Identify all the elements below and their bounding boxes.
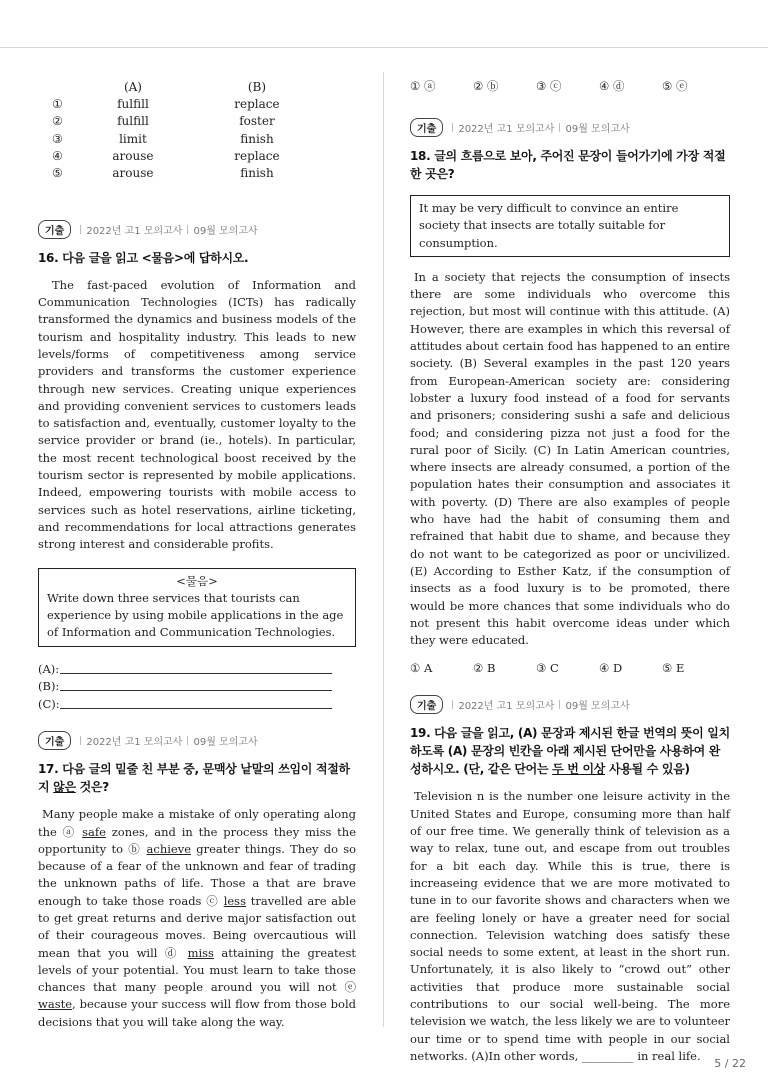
choice-number: ② [52,114,63,129]
q18-passage [410,269,730,650]
option[interactable]: ② B [473,661,496,676]
passage-text [38,806,356,1031]
right-column [410,78,730,1065]
source-year: 2022년 고1 모의고사 [458,701,555,713]
source-exam: 09월 모의고사 [193,225,258,237]
choice-b: replace [234,96,280,111]
column-divider [383,72,384,1027]
answer-label: (B): [38,679,60,694]
divider [80,225,81,234]
title-part: 17. 다음 글의 밑줄 친 부분 중, 문맥상 낱말의 쓰임이 적절하지 [38,762,350,795]
q19-title [410,724,730,778]
answer-blank[interactable] [60,661,332,674]
q17-title [38,760,356,796]
option[interactable]: ③ C [536,661,559,676]
source-tag: 기출 [38,731,71,750]
choice-row[interactable] [52,113,322,130]
q17-options [410,78,730,94]
header-rule [0,47,768,48]
underlined-word: miss [187,945,214,960]
marker-c: ⓒ [206,893,219,908]
choice-row[interactable] [52,95,322,112]
q17-passage [38,806,356,1031]
marker-b: ⓑ [128,841,142,856]
choice-a: fulfill [117,114,149,129]
option[interactable]: ② ⓑ [473,79,499,93]
source-tag: 기출 [38,220,71,239]
title-part: 19. 다음 글을 읽고, (A) 문장과 제시된 한글 번역의 뜻이 일치하도록 (A) 문장의 빈칸을 아래 제시된 단어만을 사용하여 완성하시오. (단, 같은 단어는 [410,726,730,777]
choice-row[interactable] [52,164,322,181]
option[interactable]: ④ D [599,661,623,676]
left-column [38,78,356,1031]
choice-a: arouse [112,148,154,163]
choice-a: fulfill [117,96,149,111]
text-run: zones, and in the process they miss the opportunity to [38,824,357,856]
source-tag: 기출 [410,695,443,714]
divider [559,700,560,709]
q16-answer-lines [38,661,356,714]
option[interactable]: ⑤ ⓔ [662,79,688,93]
box-text: Write down three services that tourists can experience by using mobile applications in the age of Information and Communication Technologies. [47,590,344,640]
choice-a: arouse [112,166,154,181]
choice-number: ① [52,96,63,111]
divider [187,736,188,745]
passage-text: Television n is the number one leisure activity in the United States and Europe, consuming more than half of our free time. We generally think of television as a way to relax, tune out, and escape from out troubles for a bit each day. While this is true, there is increaseing evidence that we are more motivated to tune in to our favorite shows and characters when we are feeling lonely or have a greater need for social connection. Television watching does satisfy these social needs to some extent, at least in the short run. Unfortunately, it is also likely to “crowd out” other activities that produce more sustainable social contributions to our social well-being. The more television we watch, the less likely we are to volunteer our time or to spend time with people in our social networks. (A)In other words, _________ in real life. [410,789,730,1063]
choice-b: finish [240,166,274,181]
answer-label: (C): [38,696,60,711]
answer-blank[interactable] [60,678,332,691]
choice-number: ③ [52,131,63,146]
q16-source [38,220,356,239]
text-run: greater things. They do so because of a fear of the unknown and fear of trading the unknown paths of life. Those a that are brave enough to take those roads [38,841,357,908]
q18-given-sentence: It may be very difficult to convince an entire society that insects are totally suitable for consumption. [410,195,730,257]
answer-label: (A): [38,661,60,676]
answer-line-b[interactable] [38,678,356,696]
divider [452,123,453,132]
choice-b: foster [239,114,275,129]
answer-line-c[interactable] [38,696,356,714]
box-title: <물음> [176,573,218,588]
choice-b: replace [234,148,280,163]
divider [559,123,560,132]
source-exam: 09월 모의고사 [193,737,258,749]
q18-options [410,661,730,675]
passage-text: The fast-paced evolution of Information and Communication Technologies (ICTs) has radically transformed the dynamics and business models of the tourism and hospitality industry. This leads to new levels/forms of competitiveness among service providers and transforms the customer experience through new services. Creating unique experiences and providing convenient services to customers leads to satisfaction and, eventually, customer loyalty to the service provider or brand (ie., hotels). In particular, the most recent technological boost received by the tourism sector is represented by mobile applications. Indeed, empowering tourists with mobile access to services such as hotel reservations, airline ticketing, and recommendations for local attractions generates strong interest and considerable profits. [38,277,356,552]
answer-line-a[interactable] [38,661,356,679]
answer-blank[interactable] [60,696,332,709]
q15-choice-table [52,78,322,182]
text-run: , because your success will flow from those bold decisions that you will take along the way. [38,997,356,1029]
source-tag: 기출 [410,118,443,137]
source-year: 2022년 고1 모의고사 [86,737,183,749]
col-b-header: (B) [247,79,267,94]
title-part: 사용될 수 있음) [605,762,690,777]
source-exam: 09월 모의고사 [565,701,630,713]
underlined-word: waste [38,997,73,1012]
divider [452,700,453,709]
q18-title: 18. 글의 흐름으로 보아, 주어진 문장이 들어가기에 가장 적절한 곳은? [410,149,726,181]
option[interactable]: ① A [410,661,433,676]
divider [187,225,188,234]
option[interactable]: ⑤ E [662,661,685,676]
source-year: 2022년 고1 모의고사 [86,225,183,237]
source-exam: 09월 모의고사 [565,124,630,135]
option[interactable]: ① ⓐ [410,79,436,93]
source-year: 2022년 고1 모의고사 [458,124,555,135]
text-run: travelled are able to get great returns and derive major satisfaction out of their courageous moves. Being overcautious will mean that you will [38,893,357,960]
choice-number: ④ [52,148,63,163]
marker-a: ⓐ [62,824,77,839]
marker-e: ⓔ [344,980,356,995]
title-emphasis: 않은 [53,780,76,795]
q18-source [410,118,730,137]
title-emphasis: 두 번 이상 [552,762,606,777]
choice-b: finish [240,131,274,146]
choice-row[interactable] [52,130,322,147]
q19-passage [410,788,730,1065]
underlined-word: less [223,893,246,908]
choice-row[interactable] [52,147,322,164]
page-number: 5 / 22 [714,1057,746,1070]
q16-passage [38,277,356,554]
q16-question-box [38,568,356,647]
choice-a: limit [119,131,147,146]
option[interactable]: ④ ⓓ [599,79,625,93]
passage-text: In a society that rejects the consumption of insects there are some individuals who overcome this rejection, but most will continue with this attitude. (A) However, there are examples in which this reversal of attitudes about certain food has happened to an entire society. (B) Several examples in the past 120 years from European-American society are: considering lobster a luxury food instead of a food for servants and prisoners; considering sushi a safe and delicious food; and considering pizza not just a food for the rural poor of Sicily. (C) In Latin American countries, where insects are already consumed, a portion of the population hates their consumption and associates it with poverty. (D) There are also examples of people who have had the habit of consuming them and refrained that habit due to shame, and because they do not want to be categorized as poor or uncivilized. (E) According to Esther Katz, if the consumption of insects as a food luxury is to be promoted, there would be more chances that some individuals who do not present this habit overcome ideas under which they were educated. [410,269,730,648]
q16-title: 16. 다음 글을 읽고 <물음>에 답하시오. [38,250,249,265]
underlined-word: achieve [146,841,192,856]
text-run: attaining the greatest levels of your potential. You must learn to take those chances that many people around you will not [38,945,357,995]
divider [80,736,81,745]
choice-number: ⑤ [52,166,63,181]
option[interactable]: ③ ⓒ [536,79,562,93]
col-a-header: (A) [123,79,142,94]
marker-d: ⓓ [164,945,181,960]
text-run: Many people make a mistake of only operating along the [38,807,356,839]
title-part: 것은? [75,780,109,795]
q17-source [38,731,356,750]
underlined-word: safe [82,824,106,839]
q19-source [410,695,730,714]
